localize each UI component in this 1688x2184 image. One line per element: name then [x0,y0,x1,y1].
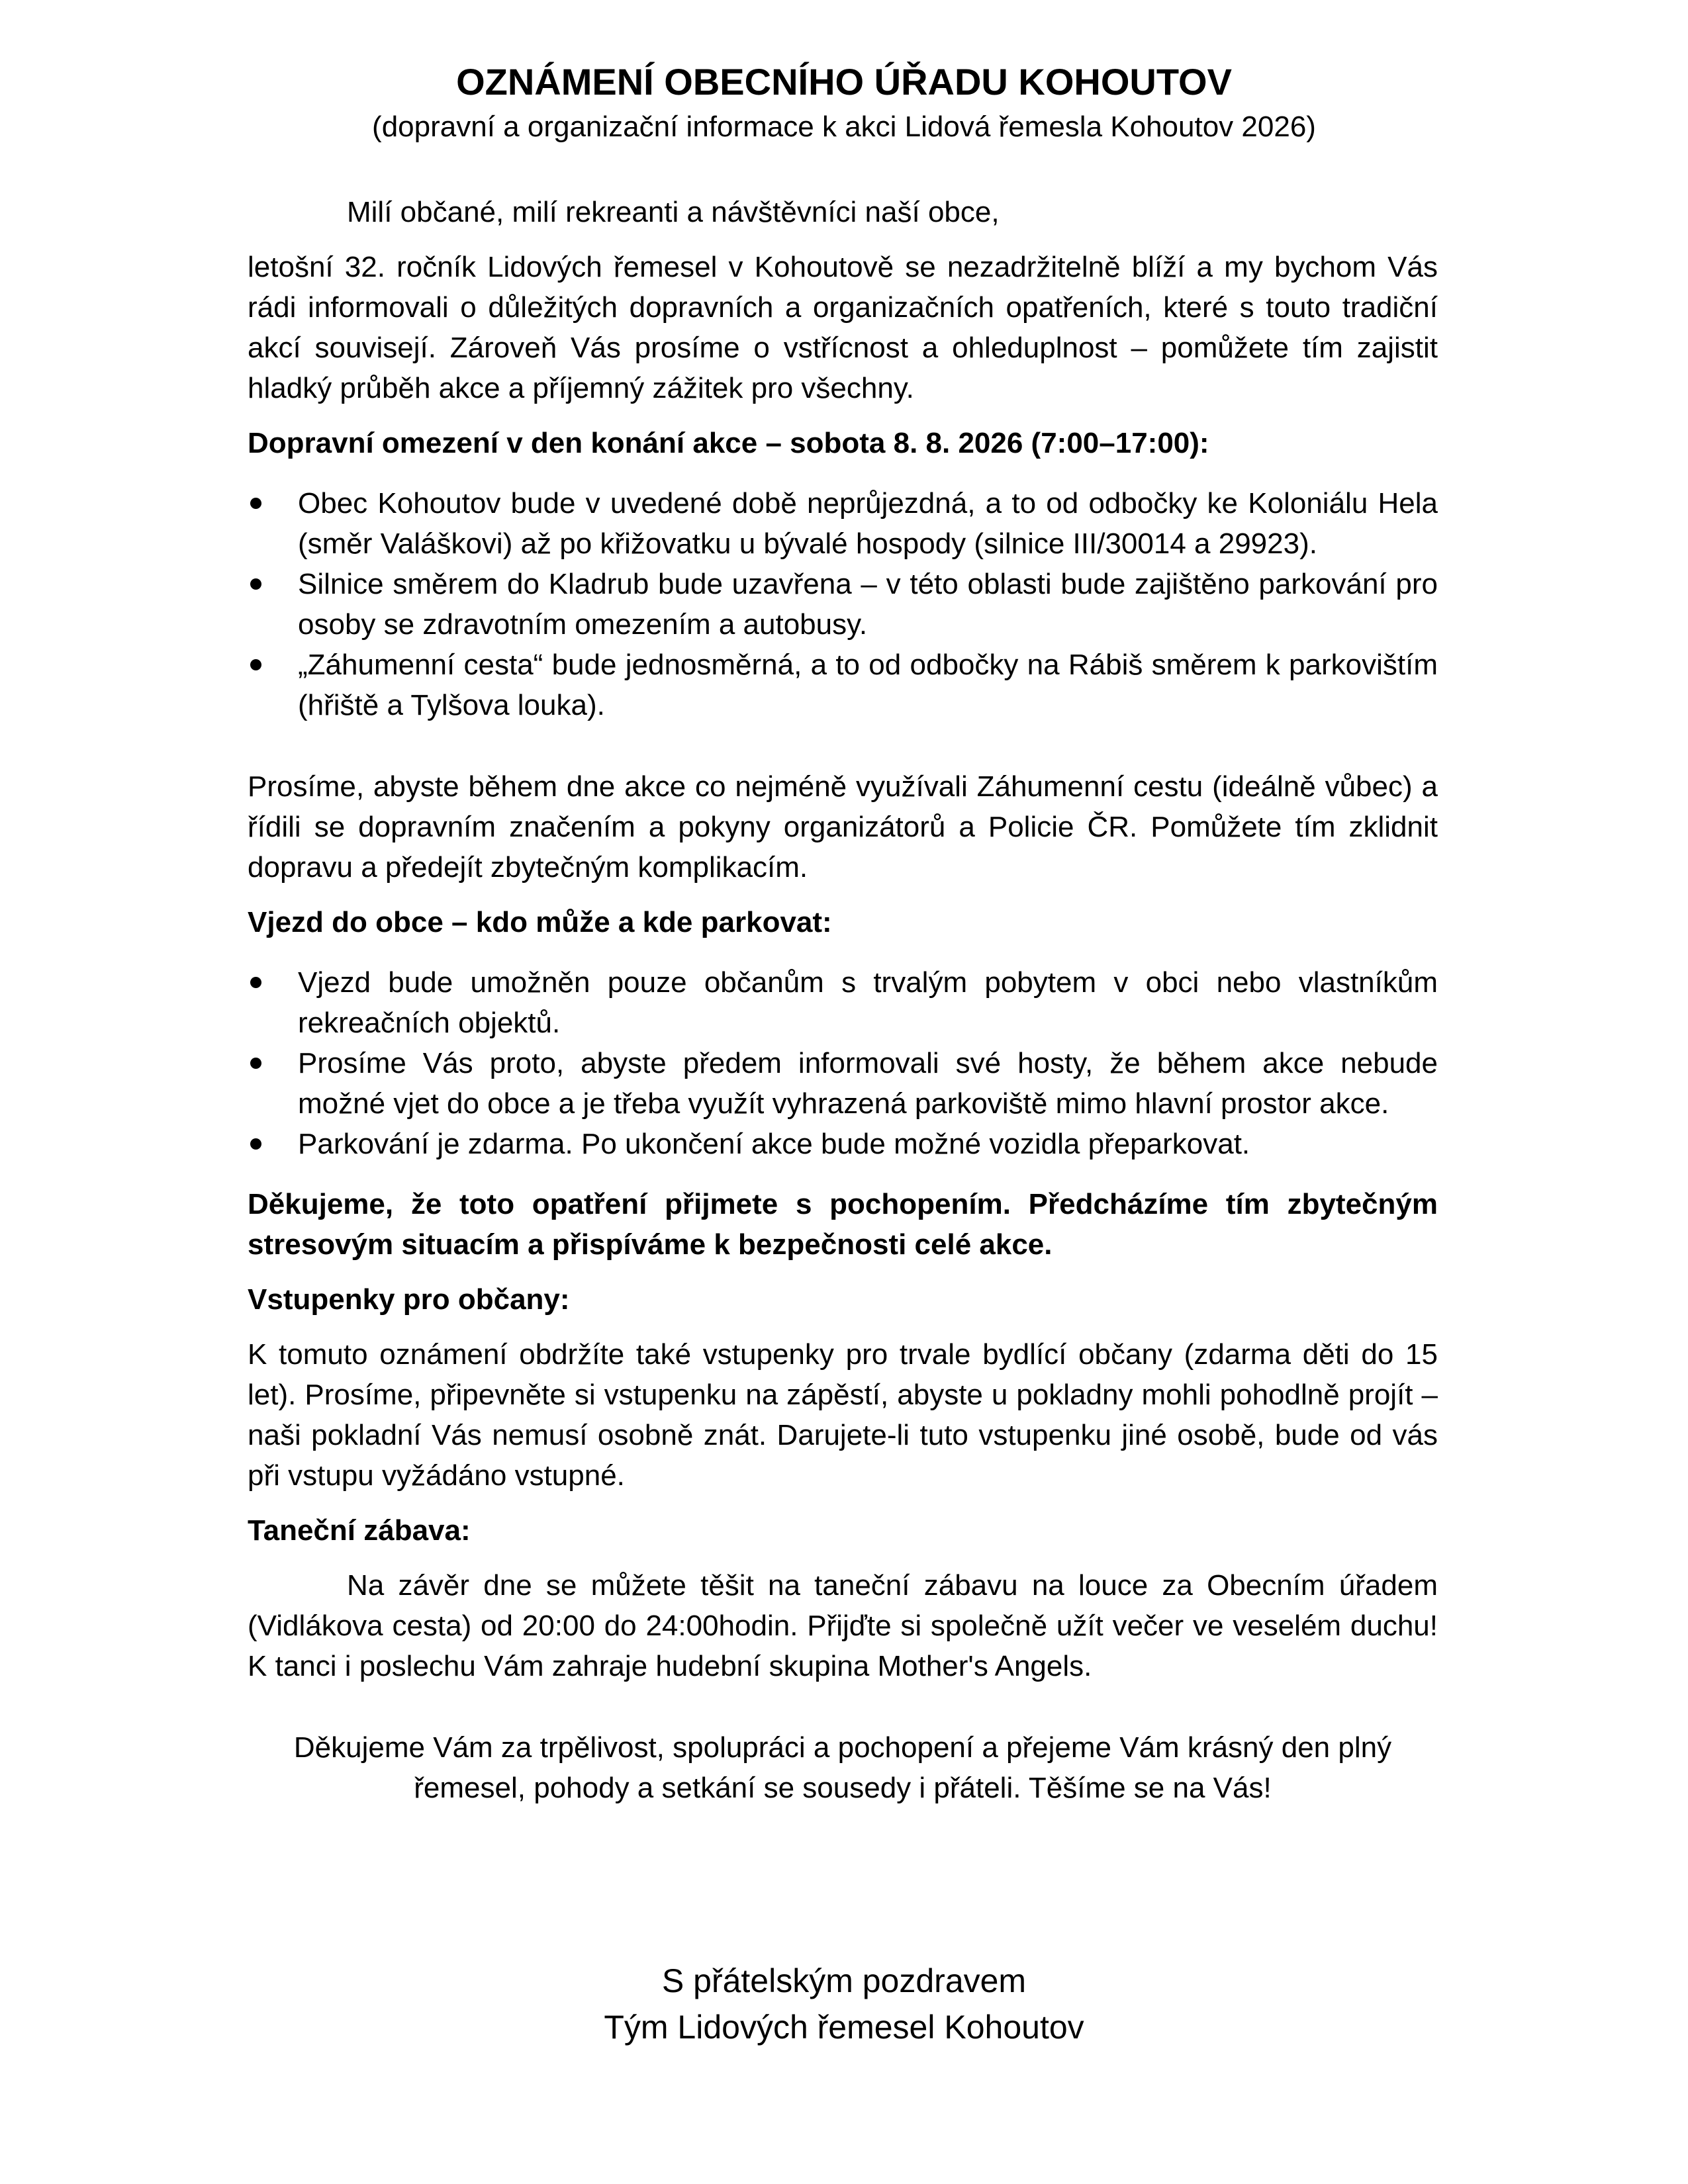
tickets-heading: Vstupenky pro občany: [248,1283,570,1316]
list-item [248,1124,1438,1164]
greeting: Milí občané, milí rekreanti a návštěvníci naší obce, [347,196,1000,228]
traffic-heading: Dopravní omezení v den konání akce – sobota 8. 8. 2026 (7:00–17:00): [248,427,1209,459]
bullet-icon [250,1138,261,1150]
dance-heading: Taneční zábava: [248,1514,471,1547]
signature-team: Tým Lidových řemesel Kohoutov [604,2009,1084,2046]
list-item [248,483,1438,564]
bullet-icon [250,498,261,509]
list-item-text: Obec Kohoutov bude v uvedené době neprůjezdná, a to od odbočky ke Koloniálu Hela (směr Valáškovi) až po křižovatku u bývalé hospody (silnice III/30014 a 29923). [298,487,1438,560]
traffic-list [248,483,1438,725]
list-item [248,645,1438,725]
entry-list [248,962,1438,1164]
signature-greeting: S přátelským pozdravem [661,1962,1027,1999]
list-item [248,962,1438,1043]
list-item [248,1043,1438,1124]
list-item-text: Parkování je zdarma. Po ukončení akce bude možné vozidla přeparkovat. [298,1128,1250,1160]
traffic-note: Prosíme, abyste během dne akce co nejméně využívali Záhumenní cestu (ideálně vůbec) a řídili se dopravním značením a pokyny organizátorů a Policie ČR. Pomůžete tím zklidnit dopravu a předejít zbytečným komplikacím. [248,770,1438,884]
list-item-text: Vjezd bude umožněn pouze občanům s trvalým pobytem v obci nebo vlastníkům rekreačních objektů. [298,966,1438,1039]
dance-paragraph: Na závěr dne se můžete těšit na taneční zábavu na louce za Obecním úřadem (Vidlákova cesta) od 20:00 do 24:00hodin. Přijďte si společně užít večer ve veselém duchu! K tanci i poslechu Vám zahraje hudební skupina Mother's Angels. [248,1569,1438,1682]
list-item-text: Silnice směrem do Kladrub bude uzavřena – v této oblasti bude zajištěno parkování pro osoby se zdravotním omezením a autobusy. [298,568,1438,641]
list-item-text: Prosíme Vás proto, abyste předem informovali své hosty, že během akce nebude možné vjet do obce a je třeba využít vyhrazená parkoviště mimo hlavní prostor akce. [298,1047,1438,1120]
page-title: OZNÁMENÍ OBECNÍHO ÚŘADU KOHOUTOV [456,61,1232,103]
document-body [248,192,1438,1808]
list-item-text: „Záhumenní cesta“ bude jednosměrná, a to od odbočky na Rábiš směrem k parkovištím (hřiště a Tylšova louka). [298,649,1438,721]
entry-thanks: Děkujeme, že toto opatření přijmete s pochopením. Předcházíme tím zbytečným stresovým situacím a přispíváme k bezpečnosti celé akce. [248,1188,1438,1261]
signature [0,1958,1688,2050]
entry-heading: Vjezd do obce – kdo může a kde parkovat: [248,906,832,938]
bullet-icon [250,977,261,988]
list-item [248,564,1438,645]
intro-paragraph: letošní 32. ročník Lidových řemesel v Kohoutově se nezadržitelně blíží a my bychom Vás rádi informovali o důležitých dopravních a organizačních opatřeních, které s touto tradiční akcí souvisejí. Zároveň Vás prosíme o vstřícnost a ohleduplnost – pomůžete tím zajistit hladký průběh akce a příjemný zážitek pro všechny. [248,251,1438,404]
bullet-icon [250,1058,261,1069]
bullet-icon [250,659,261,670]
bullet-icon [250,578,261,590]
page-subtitle: (dopravní a organizační informace k akci Lidová řemesla Kohoutov 2026) [372,111,1316,143]
tickets-paragraph: K tomuto oznámení obdržíte také vstupenky pro trvale bydlící občany (zdarma děti do 15 let). Prosíme, připevněte si vstupenku na zápěstí, abyste u pokladny mohli pohodlně projít – naši pokladní Vás nemusí osobně znát. Darujete-li tuto vstupenku jiné osobě, bude od vás při vstupu vyžádáno vstupné. [248,1338,1438,1492]
closing-paragraph: Děkujeme Vám za trpělivost, spolupráci a pochopení a přejeme Vám krásný den plný řemesel, pohody a setkání se sousedy i přáteli. Těšíme se na Vás! [293,1731,1392,1804]
